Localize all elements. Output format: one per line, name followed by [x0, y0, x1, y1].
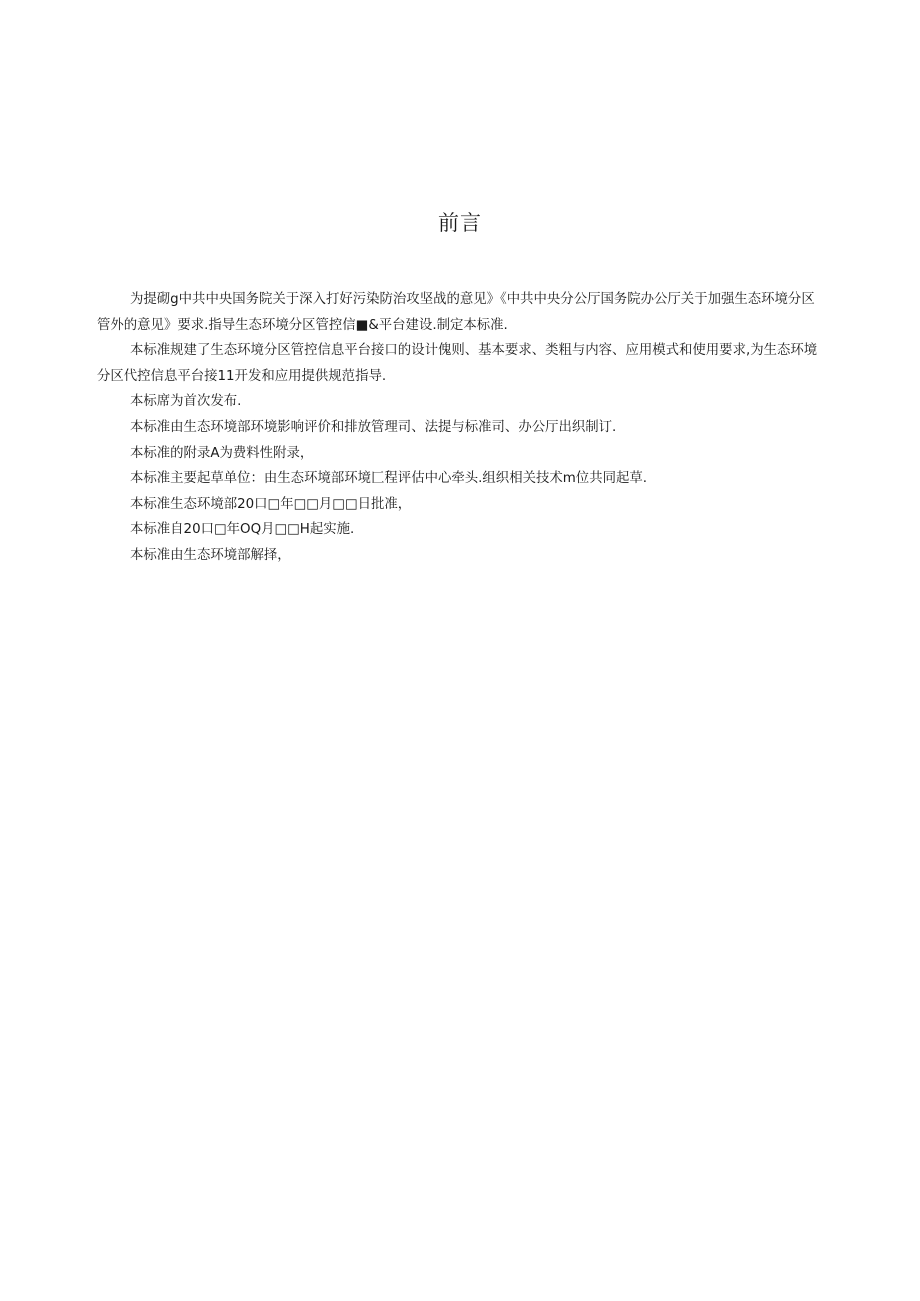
paragraph-first-release: 本标席为首次发布.: [130, 394, 242, 410]
paragraph-purpose: 为提砌g中共中央国务院关于深入打好污染防治攻坚战的意见》《中共中央分公厅国务院办公厅关于加强生态环境分区管外的意见》要求.指导生态环境分区管控信■&平台建设.制定本标准.: [97, 292, 815, 333]
paragraph-implementation: 本标准自20口□年OQ月□□H起实施.: [130, 522, 355, 538]
paragraph-interpretation: 本标准由生态环境部解择，: [130, 547, 291, 563]
page-title: 前言: [438, 211, 482, 235]
paragraph-appendix: 本标准的附录A为费料性附录，: [130, 445, 314, 461]
paragraph-organizer: 本标准由生态环境部环境影响评价和排放管理司、法提与标准司、办公厅出织制订.: [130, 419, 617, 435]
document-body: [97, 287, 825, 569]
paragraph-scope: 本标准规建了生态环境分区管控信息平台接口的设计傀则、基本要求、类粗与内容、应用模式和使用要求,为生态环境分区代控信息平台接11开发和应用提供规范指导.: [97, 343, 818, 384]
paragraph-drafting-unit: 本标准主要起草单位：由生态环境部环境匚程评估中心牵头.组织相关技术m位共同起草.: [130, 471, 648, 487]
paragraph-approval: 本标准生态环境部20口□年□□月□□日批准，: [130, 496, 412, 512]
